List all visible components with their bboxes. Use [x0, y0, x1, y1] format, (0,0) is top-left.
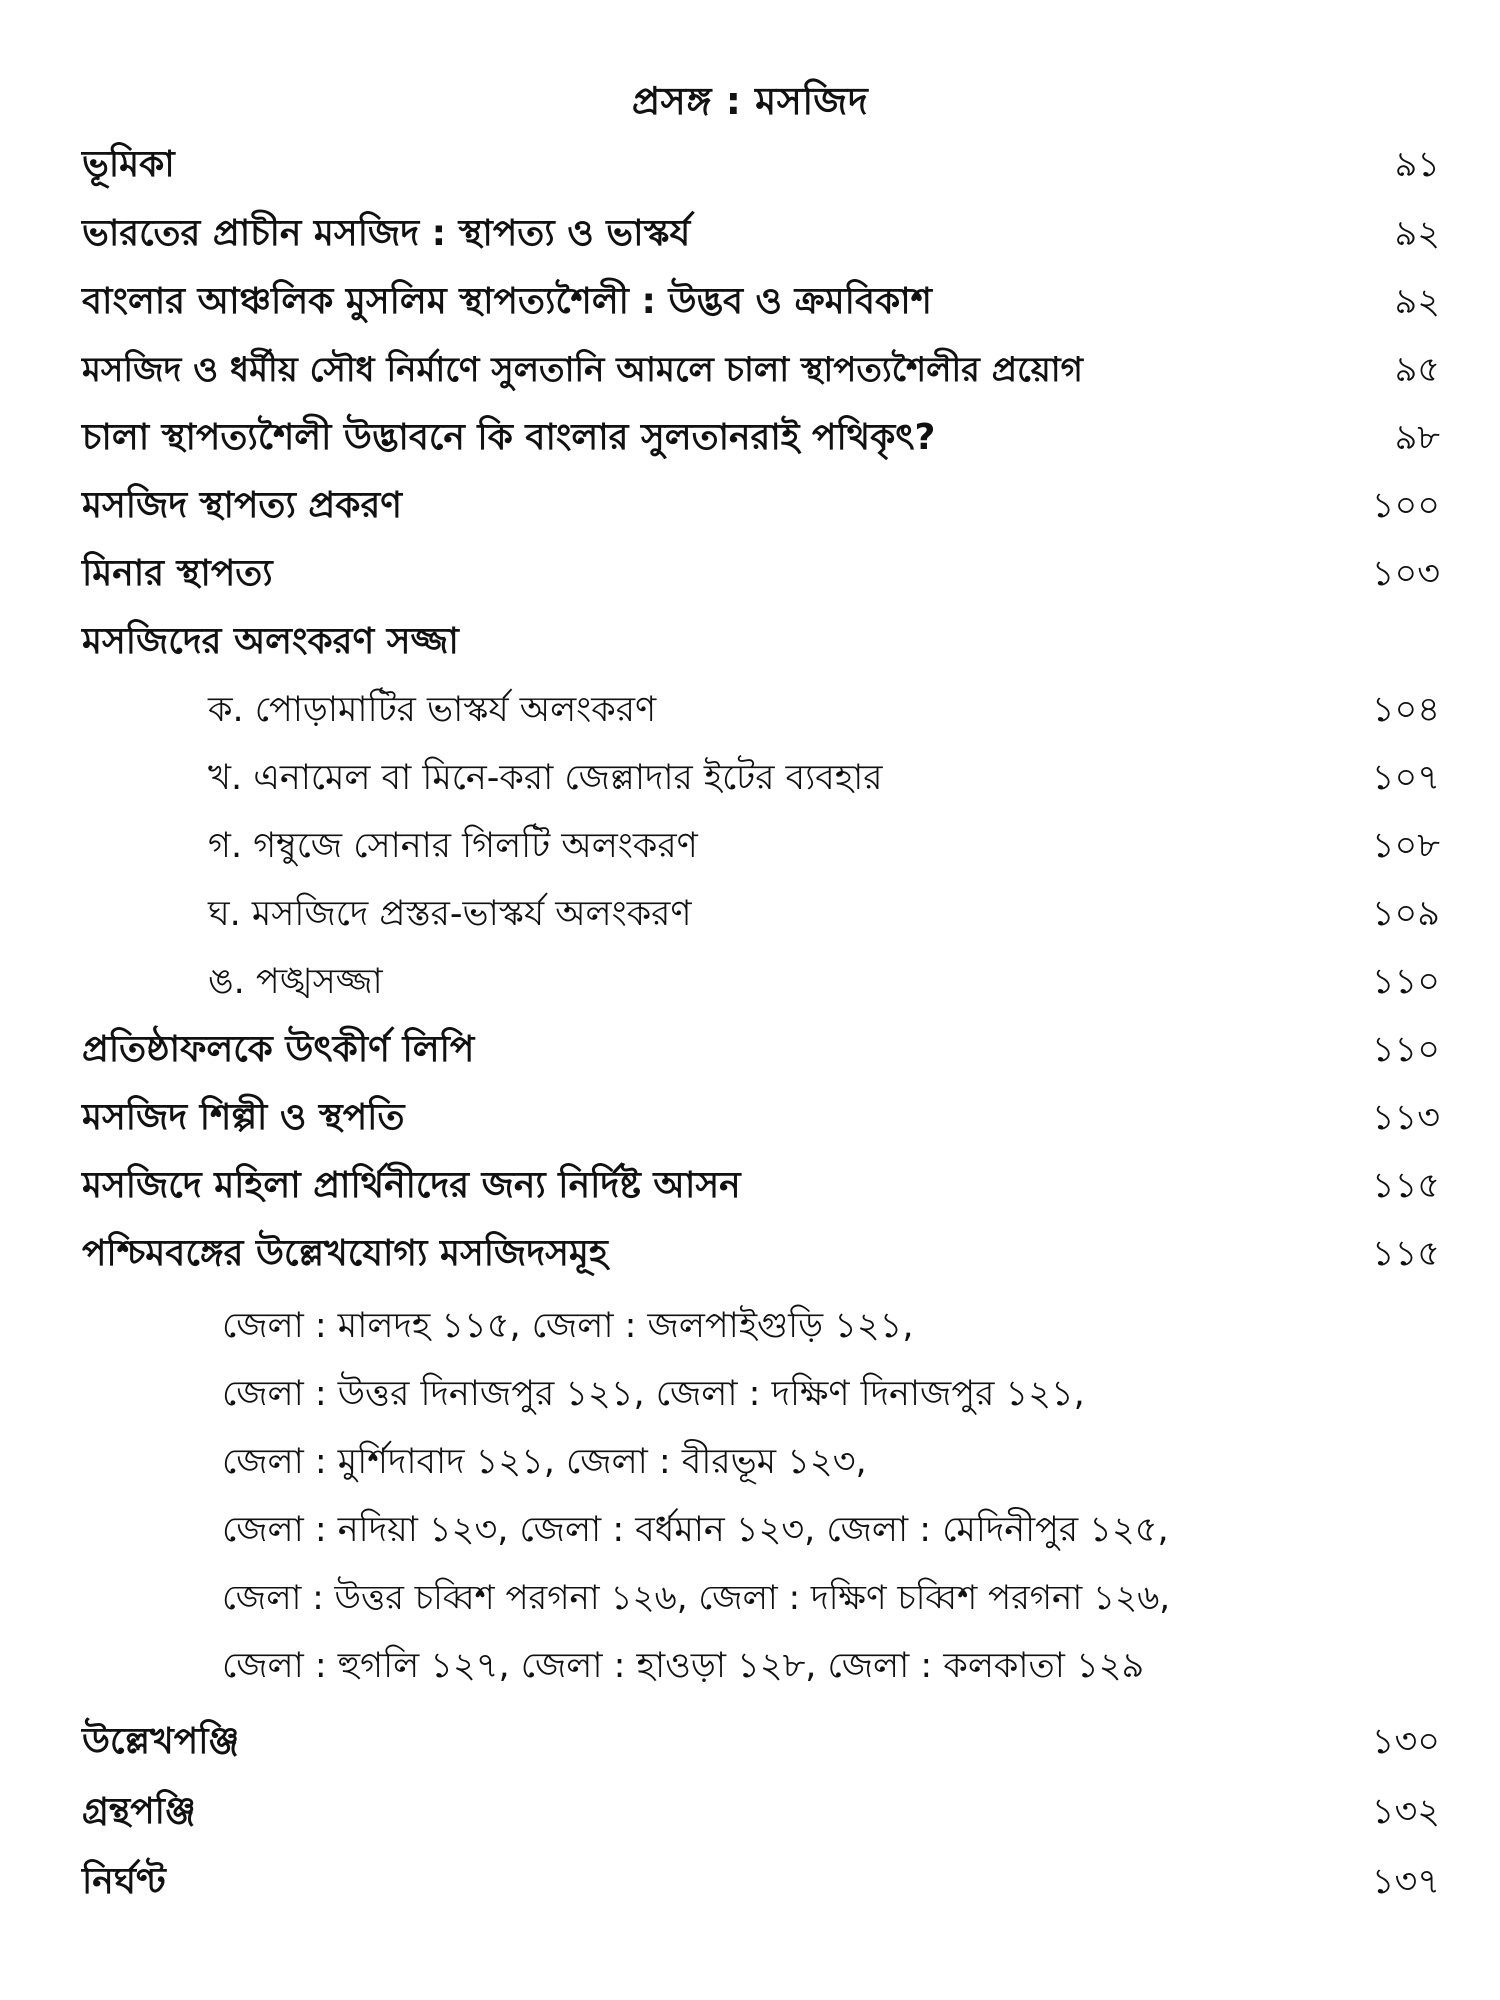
toc-entry-title: মসজিদ শিল্পী ও স্থপতি — [82, 1097, 405, 1138]
toc-entry-page: ১৩৭ — [1371, 1862, 1440, 1902]
toc-entry-page: ৯২ — [1394, 214, 1440, 254]
toc-entry — [0, 1088, 1500, 1148]
toc-subentry — [0, 952, 1500, 1012]
toc-entry — [0, 1224, 1500, 1284]
toc-entry-page: ৯৮ — [1394, 418, 1440, 458]
district-line: জেলা : মালদহ ১১৫, জেলা : জলপাইগুড়ি ১২১, — [222, 1306, 914, 1346]
toc-entry-page: ১১০ — [1371, 962, 1440, 1002]
toc-entry-title: পশ্চিমবঙ্গের উল্লেখযোগ্য মসজিদসমূহ — [82, 1233, 608, 1274]
toc-entry — [0, 1712, 1500, 1772]
toc-entry-title: ঘ. মসজিদে প্রস্তর-ভাস্কর্য অলংকরণ — [208, 894, 692, 934]
toc-entry-title: মিনার স্থাপত্য — [82, 553, 273, 594]
toc-entry-title: মসজিদের অলংকরণ সজ্জা — [82, 621, 459, 662]
toc-subentry — [0, 680, 1500, 740]
toc-entry-page: ৯১ — [1394, 145, 1440, 185]
toc-subentry — [0, 748, 1500, 808]
toc-entry — [0, 1156, 1500, 1216]
toc-entry-title: প্রতিষ্ঠাফলকে উৎকীর্ণ লিপি — [82, 1029, 475, 1070]
toc-entry-title: ঙ. পঙ্খসজ্জা — [208, 962, 383, 1002]
toc-entry-title: নির্ঘণ্ট — [82, 1861, 166, 1902]
toc-subentry — [0, 884, 1500, 944]
toc-entry-title: ক. পোড়ামাটির ভাস্কর্য অলংকরণ — [208, 690, 657, 730]
toc-subentry — [0, 816, 1500, 876]
district-line: জেলা : নদিয়া ১২৩, জেলা : বর্ধমান ১২৩, জেলা : মেদিনীপুর ১২৫, — [222, 1510, 1169, 1550]
toc-entry-page: ১১৫ — [1371, 1166, 1440, 1206]
toc-entry-title: মসজিদ স্থাপত্য প্রকরণ — [82, 485, 403, 526]
toc-entry — [0, 1782, 1500, 1842]
toc-entry-title: চালা স্থাপত্যশৈলী উদ্ভাবনে কি বাংলার সুলতানরাই পথিকৃৎ? — [82, 417, 936, 458]
toc-entry-page: ৯২ — [1394, 282, 1440, 322]
toc-entry — [0, 204, 1500, 264]
toc-entry-title: উল্লেখপঞ্জি — [82, 1721, 240, 1762]
toc-entry-page: ১০৯ — [1371, 894, 1440, 934]
toc-entry-title: বাংলার আঞ্চলিক মুসলিম স্থাপত্যশৈলী : উদ্ভব ও ক্রমবিকাশ — [82, 281, 932, 322]
toc-entry-page: ১০৩ — [1371, 554, 1440, 594]
toc-entry-title: ভূমিকা — [82, 144, 175, 185]
district-line: জেলা : উত্তর দিনাজপুর ১২১, জেলা : দক্ষিণ দিনাজপুর ১২১, — [222, 1374, 1085, 1414]
toc-entry-page: ১০৭ — [1371, 758, 1440, 798]
toc-entry — [0, 544, 1500, 604]
district-line: জেলা : উত্তর চব্বিশ পরগনা ১২৬, জেলা : দক্ষিণ চব্বিশ পরগনা ১২৬, — [222, 1578, 1171, 1618]
toc-entry — [0, 408, 1500, 468]
toc-entry-page: ১১০ — [1371, 1030, 1440, 1070]
toc-entry — [0, 612, 1500, 672]
toc-entry — [0, 476, 1500, 536]
page-heading: প্রসঙ্গ : মসজিদ — [631, 79, 869, 123]
toc-entry-page: ১৩০ — [1371, 1722, 1440, 1762]
toc-entry-title: খ. এনামেল বা মিনে-করা জেল্লাদার ইটের ব্যবহার — [208, 758, 883, 798]
toc-entry — [0, 1852, 1500, 1912]
toc-entry — [0, 135, 1500, 195]
toc-entry-title: গ. গম্বুজে সোনার গিলটি অলংকরণ — [208, 826, 698, 866]
toc-entry-page: ১০৪ — [1371, 690, 1440, 730]
toc-entry-title: গ্রন্থপঞ্জি — [82, 1791, 196, 1832]
toc-entry-page: ১১৩ — [1371, 1098, 1440, 1138]
toc-entry-title: ভারতের প্রাচীন মসজিদ : স্থাপত্য ও ভাস্কর্য — [82, 213, 691, 254]
district-line: জেলা : মুর্শিদাবাদ ১২১, জেলা : বীরভূম ১২৩, — [222, 1442, 867, 1482]
toc-entry-page: ৯৫ — [1394, 350, 1440, 390]
toc-entry — [0, 272, 1500, 332]
toc-entry-page: ১০০ — [1371, 486, 1440, 526]
toc-entry-page: ১১৫ — [1371, 1234, 1440, 1274]
toc-entry-title: মসজিদ ও ধর্মীয় সৌধ নির্মাণে সুলতানি আমলে চালা স্থাপত্যশৈলীর প্রয়োগ — [82, 350, 1083, 390]
toc-entry-page: ১০৮ — [1371, 826, 1440, 866]
toc-entry-title: মসজিদে মহিলা প্রার্থিনীদের জন্য নির্দিষ্ট আসন — [82, 1165, 741, 1206]
toc-entry — [0, 1020, 1500, 1080]
district-line: জেলা : হুগলি ১২৭, জেলা : হাওড়া ১২৮, জেলা : কলকাতা ১২৯ — [222, 1646, 1145, 1686]
toc-entry-page: ১৩২ — [1371, 1792, 1440, 1832]
toc-entry — [0, 340, 1500, 400]
